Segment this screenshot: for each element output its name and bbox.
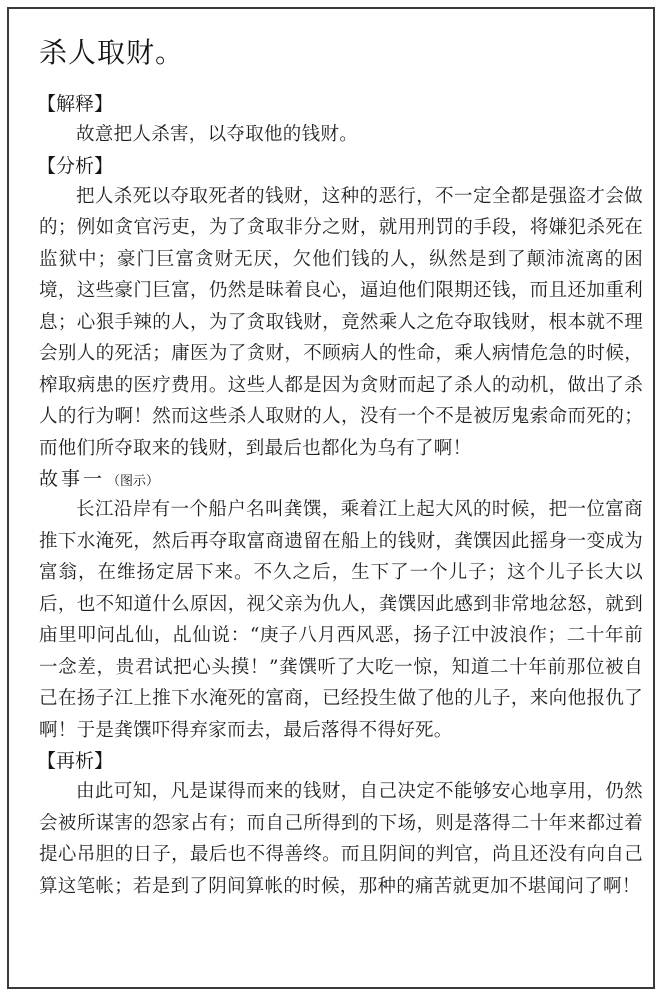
analysis-heading: 【分析】 — [37, 154, 114, 177]
story-paragraph: 长江沿岸有一个船户名叫龚馔，乘着江上起大风的时候，把一位富商推下水淹死，然后再夺取富商遗留在船上的钱财，龚馔因此摇身一变成为富翁，在维扬定居下来。不久之后，生下了一个儿子；这个儿子长大以后，也不知道什么原因，视父亲为仇人，龚馔因此感到非常地忿怒，就到庙里叩问乩仙，乩仙说：“庚子八月西风恶，扬子江中波浪作；二十年前一念差，贵君试把心头摸！”龚馔听了大吃一惊，知道二十年前那位被自己在扬子江上推下水淹死的富商，已经投生做了他的儿子，来向他报仇了啊！于是龚馔吓得弃家而去，最后落得不得好死。 — [39, 499, 643, 741]
story-heading-label: 故事一 — [39, 468, 106, 490]
explanation-paragraph: 故意把人杀害，以夺取他的钱财。 — [76, 124, 359, 145]
page-title: 杀人取财。 — [39, 36, 185, 69]
reanalysis-paragraph: 由此可知，凡是谋得而来的钱财，自己决定不能够安心地享用，仍然会被所谋害的怨家占有；而自己所得到的下场，则是落得二十年来都过着提心吊胆的日子，最后也不得善终。而且阴间的判官，尚且还没有向自己算这笔帐；若是到了阴间算帐的时候，那种的痛苦就更加不堪闻问了啊！ — [39, 781, 643, 897]
reanalysis-heading: 【再析】 — [37, 750, 114, 772]
document-page — [7, 7, 655, 989]
story-heading-note: （图示） — [107, 474, 160, 489]
explanation-heading: 【解释】 — [37, 93, 114, 115]
analysis-paragraph: 把人杀死以夺取死者的钱财，这种的恶行，不一定全都是强盗才会做的；例如贪官污吏，为了贪取非分之财，就用刑罚的手段，将嫌犯杀死在监狱中；豪门巨富贪财无厌，欠他们钱的人，纵然是到了颠沛流离的困境，这些豪门巨富，仍然是昧着良心，逼迫他们限期还钱，而且还加重利息；心狠手辣的人，为了贪取钱财，竟然乘人之危夺取钱财，根本就不理会别人的死活；庸医为了贪财，不顾病人的性命，乘人病情危急的时候，榨取病患的医疗费用。这些人都是因为贪财而起了杀人的动机，做出了杀人的行为啊！然而这些杀人取财的人，没有一个不是被厉鬼索命而死的；而他们所夺取来的钱财，到最后也都化为乌有了啊！ — [39, 185, 643, 459]
story-heading — [39, 464, 643, 494]
document-content — [39, 33, 643, 902]
